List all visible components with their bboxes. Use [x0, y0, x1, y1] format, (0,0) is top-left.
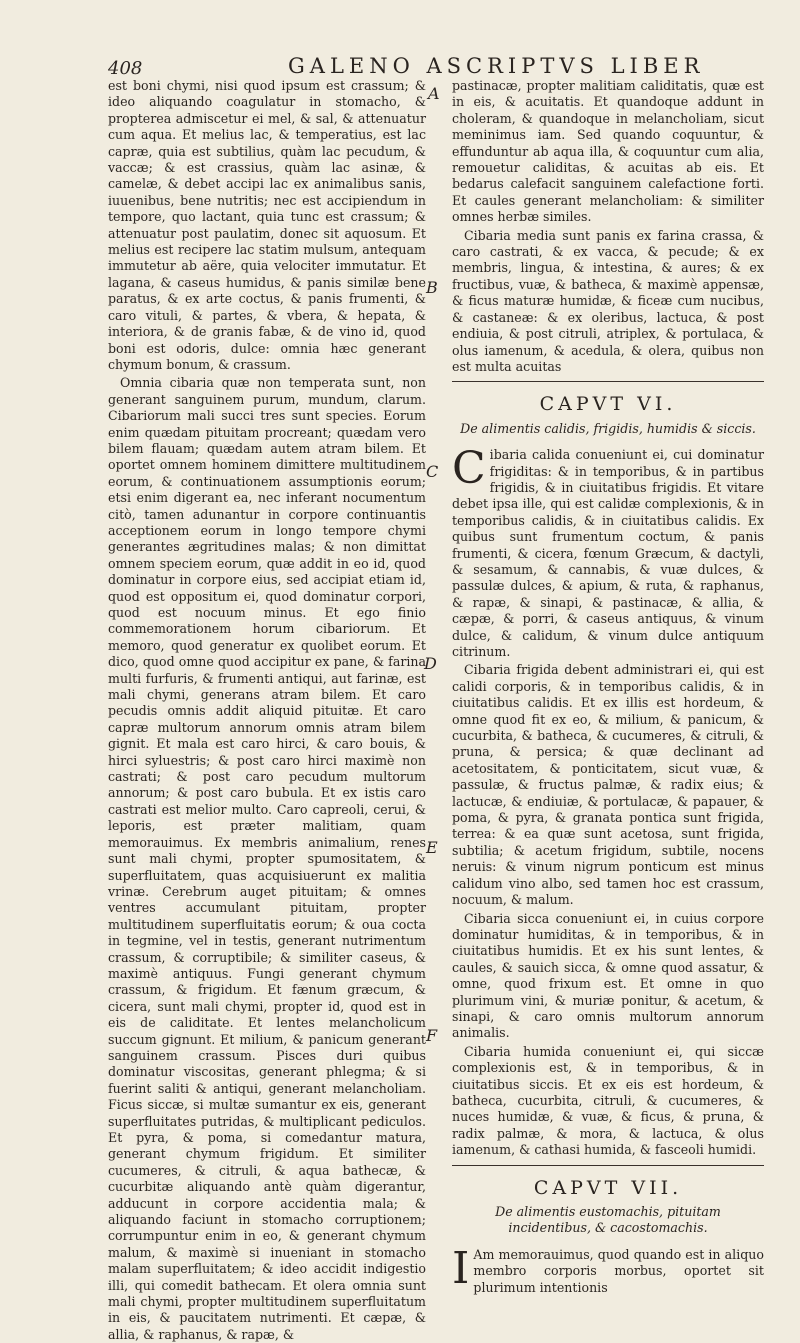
left-paragraph-2: Omnia cibaria quæ non temperata sunt, non generant sanguinem purum, mundum, clarum. Cibariorum mali succi tres sunt species. Eorum enim quædam pituitam procreant; quædam vero bilem flauam; quædam autem atram bilem. Et oportet omnem hominem dimittere multitudinem eorum, & continuationem assumptionis eorum; etsi enim digerant ea, nec inferant nocumentum citò, tamen adunantur in corpore continuantis acceptionem eorum in longo tempore chymi generantes ægritudines malas; & non dimittat omnem speciem eorum, quæ addit in eo id, quod dominatur in corpore eius, sed accipiat etiam id, quod est oppositum ei, quod dominatur corpori, quod est nocuum minus. Et ego finio commemorationem horum cibariorum. Et memoro, quod generatur ex quolibet eorum. Et dico, quod omne quod accipitur ex pane, & farina multi furfuris, & frumenti antiqui, aut farinæ, est mali chymi, generans atram bilem. Et caro pecudis omnis addit aliquid pituitæ. Et caro capræ multorum annorum omnis atram bilem gignit. Et mala est caro hirci, & caro bouis, & hirci syluestris; & post caro hirci maximè non castrati; & post caro pecudum multorum annorum; & post caro bubula. Et ex istis caro castrati est melior multo. Caro capreoli, cerui, & leporis, est præter malitiam, quam memorauimus. Ex membris animalium, renes sunt mali chymi, propter spumositatem, & superfluitatem, quas acquisiuerunt ex malitia vrinæ. Cerebrum auget pituitam; & omnes ventres accumulant pituitam, propter multitudinem superfluitatis eorum; & oua cocta in tegmine, vel in testis, generant nutrimentum crassum, & corruptibile; & similiter caseus, & maximè antiquus. Fungi generant chymum crassum, & frigidum. Et fænum græcum, & cicera, sunt mali chymi, propter id, quod est in eis de caliditate. Et lentes melancholicum succum gignunt. Et milium, & panicum generant sanguinem crassum. Pisces duri quibus dominatur viscositas, generant phlegma; & si fuerint saliti & antiqui, generant melancholiam. Ficus siccæ, si multæ sumantur ex eis, generant superfluitates putridas, & multiplicant pediculos. Et pyra, & poma, si comedantur matura, generant chymum frigidum. Et similiter cucumeres, & citruli, & aqua bathecæ, & cucurbitæ aliquando antè quàm digerantur, adducunt in corpore accidentia mala; & aliquando faciunt in stomacho corruptionem; corrumpuntur enim in eo, & generant chymum malum, & maximè si inueniant in stomacho malam superfluitatem; & ideo accidit indigestio illi, qui comedit bathecam. Et olera omnia sunt mali chymi, propter multitudinem superfluitatum in eis, & paucitatem nutrimenti. Et cæpæ, & allia, & raphanus, & rapæ, &: [108, 375, 426, 1342]
chapter-6-paragraph-4: Cibaria humida conueniunt ei, qui siccæ complexionis est, & in temporibus, & in ciuitatibus siccis. Et ex eis est hordeum, & batheca, cucurbita, citruli, & cucumeres, & nuces humidæ, & vuæ, & ficus, & pruna, & radix palmæ, & mora, & lactuca, & olus iamenum, & cathasi humida, & fasceoli humidi.: [452, 1043, 764, 1158]
chapter-6-title: CAPVT VI.: [539, 393, 677, 416]
right-column: [452, 78, 764, 1295]
running-title: GALENO ASCRIPTVS LIBER: [288, 54, 705, 78]
chapter-6-paragraph-2: Cibaria frigida debent administrari ei, qui est calidi corporis, & in temporibus calidis, & in ciuitatibus calidis. Et ex illis est hordeum, & omne quod fit ex eo, & milium, & panicum, & cucurbita, & batheca, & cucumeres, & citruli, & pruna, & persica; & quæ declinant ad acetositatem, & ponticitatem, sicut vuæ, & passulæ, & fructus palmæ, & radix eius; & lactucæ, & endiuiæ, & portulacæ, & papauer, & poma, & pyra, & granata pontica sunt frigida, terrea: & ea quæ sunt acetosa, sunt frigida, subtilia; & acetum frigidum, subtile, nocens neruis: & vinum nigrum ponticum est minus calidum vino albo, sed tamen hoc est crassum, nocuum, & malum.: [452, 662, 764, 908]
chapter-6-paragraph-3: Cibaria sicca conueniunt ei, in cuius corpore dominatur humiditas, & in temporibus, & in ciuitatibus humidis. Et ex his sunt lentes, & caules, & sauich sicca, & omne quod assatur, & omne, quod frixum est. Et omne in quo plurimum vini, & muriæ ponitur, & acetum, & sinapi, & caro omnis multorum annorum animalis.: [452, 910, 764, 1041]
right-paragraph-2: Cibaria media sunt panis ex farina crassa, & caro castrati, & ex vacca, & pecude; & ex membris, lingua, & intestina, & aures; & ex fructibus, vuæ, & batheca, & maximè appensæ, & ficus maturæ humidæ, & ficeæ cum nucibus, & castaneæ: & ex oleribus, lactuca, & post endiuia, & post citruli, atriplex, & portulaca, & olus iamenum, & acedula, & olera, quibus non est multa acuitas: [452, 227, 764, 374]
chapter-6-paragraph-1: Cibaria calida conueniunt ei, cui dominatur frigiditas: & in temporibus, & in partibus frigidis, & in ciuitatibus frigidis. Et vitare debet ipsa ille, qui est calidæ complexionis, & in temporibus calidis, & in ciuitatibus calidis. Ex quibus sunt frumentum coctum, & panis frumenti, & cicera, fœnum Græcum, & dactyli, & sesamum, & cannabis, & vuæ dulces, & passulæ dulces, & apium, & ruta, & raphanus, & rapæ, & sinapi, & pastinacæ, & allia, & cæpæ, & porri, & caseus antiquus, & vinum dulce, & calidum, & vinum dulce antiquum citrinum.: [452, 443, 764, 659]
chapter-divider: [452, 1165, 764, 1166]
drop-cap-c: C: [452, 443, 486, 495]
margin-letter-c: C: [426, 462, 439, 481]
margin-letter-b: B: [426, 278, 438, 297]
margin-letter-e: E: [426, 838, 438, 857]
page-number: 408: [108, 58, 143, 79]
margin-letter-d: D: [424, 654, 437, 673]
drop-cap-i: I: [452, 1242, 470, 1294]
chapter-7-title: CAPVT VII.: [533, 1176, 683, 1199]
chapter-divider: [452, 381, 764, 382]
page-header: [108, 54, 768, 80]
left-paragraph-1: est boni chymi, nisi quod ipsum est crassum; & ideo aliquando coagulatur in stomacho, & propterea admiscetur ei mel, & sal, & attenuatur cum aqua. Et melius lac, & temperatius, est lac capræ, quia est subtilius, quàm lac pecudum, & vaccæ; & est crassius, quàm lac asinæ, & camelæ, & debet accipi lac ex animalibus sanis, iuuenibus, bene nutritis; nec est accipiendum in tempore, quo lactant, quia tunc est crassum; & attenuatur post paulatim, donec sit aquosum. Et melius est recipere lac statim mulsum, antequam immutetur ab aëre, quia velociter immutatur. Et lagana, & caseus humidus, & panis similæ bene paratus, & ex arte coctus, & panis frumenti, & caro vituli, & partes, & vbera, & hepata, & interiora, & de granis fabæ, & de vino id, quod boni est odoris, dulce: omnia hæc generant chymum bonum, & crassum.: [108, 78, 426, 372]
left-column: [108, 78, 426, 1342]
chapter-7-paragraph-1: I Am memorauimus, quod quando est in aliquo membro corporis morbus, oportet sit plurimum intentionis: [452, 1242, 764, 1295]
margin-letter-a: A: [428, 84, 440, 103]
chapter-7-subtitle: De alimentis eustomachis, pituitam incidentibus, & cacostomachis.: [495, 1204, 721, 1236]
right-paragraph-1: pastinacæ, propter malitiam caliditatis, quæ est in eis, & acuitatis. Et quandoque addunt in choleram, & quandoque in melancholiam, sicut meminimus iam. Sed quando coquuntur, & effunduntur ab aqua illa, & coquuntur cum alia, remouetur caliditas, & acuitas ab eis. Et bedarus calefacit sanguinem calefactione forti. Et caules generant melancholiam: & similiter omnes herbæ similes.: [452, 78, 764, 225]
chapter-6-subtitle: De alimentis calidis, frigidis, humidis & siccis.: [460, 420, 756, 436]
margin-letter-f: F: [426, 1026, 438, 1045]
